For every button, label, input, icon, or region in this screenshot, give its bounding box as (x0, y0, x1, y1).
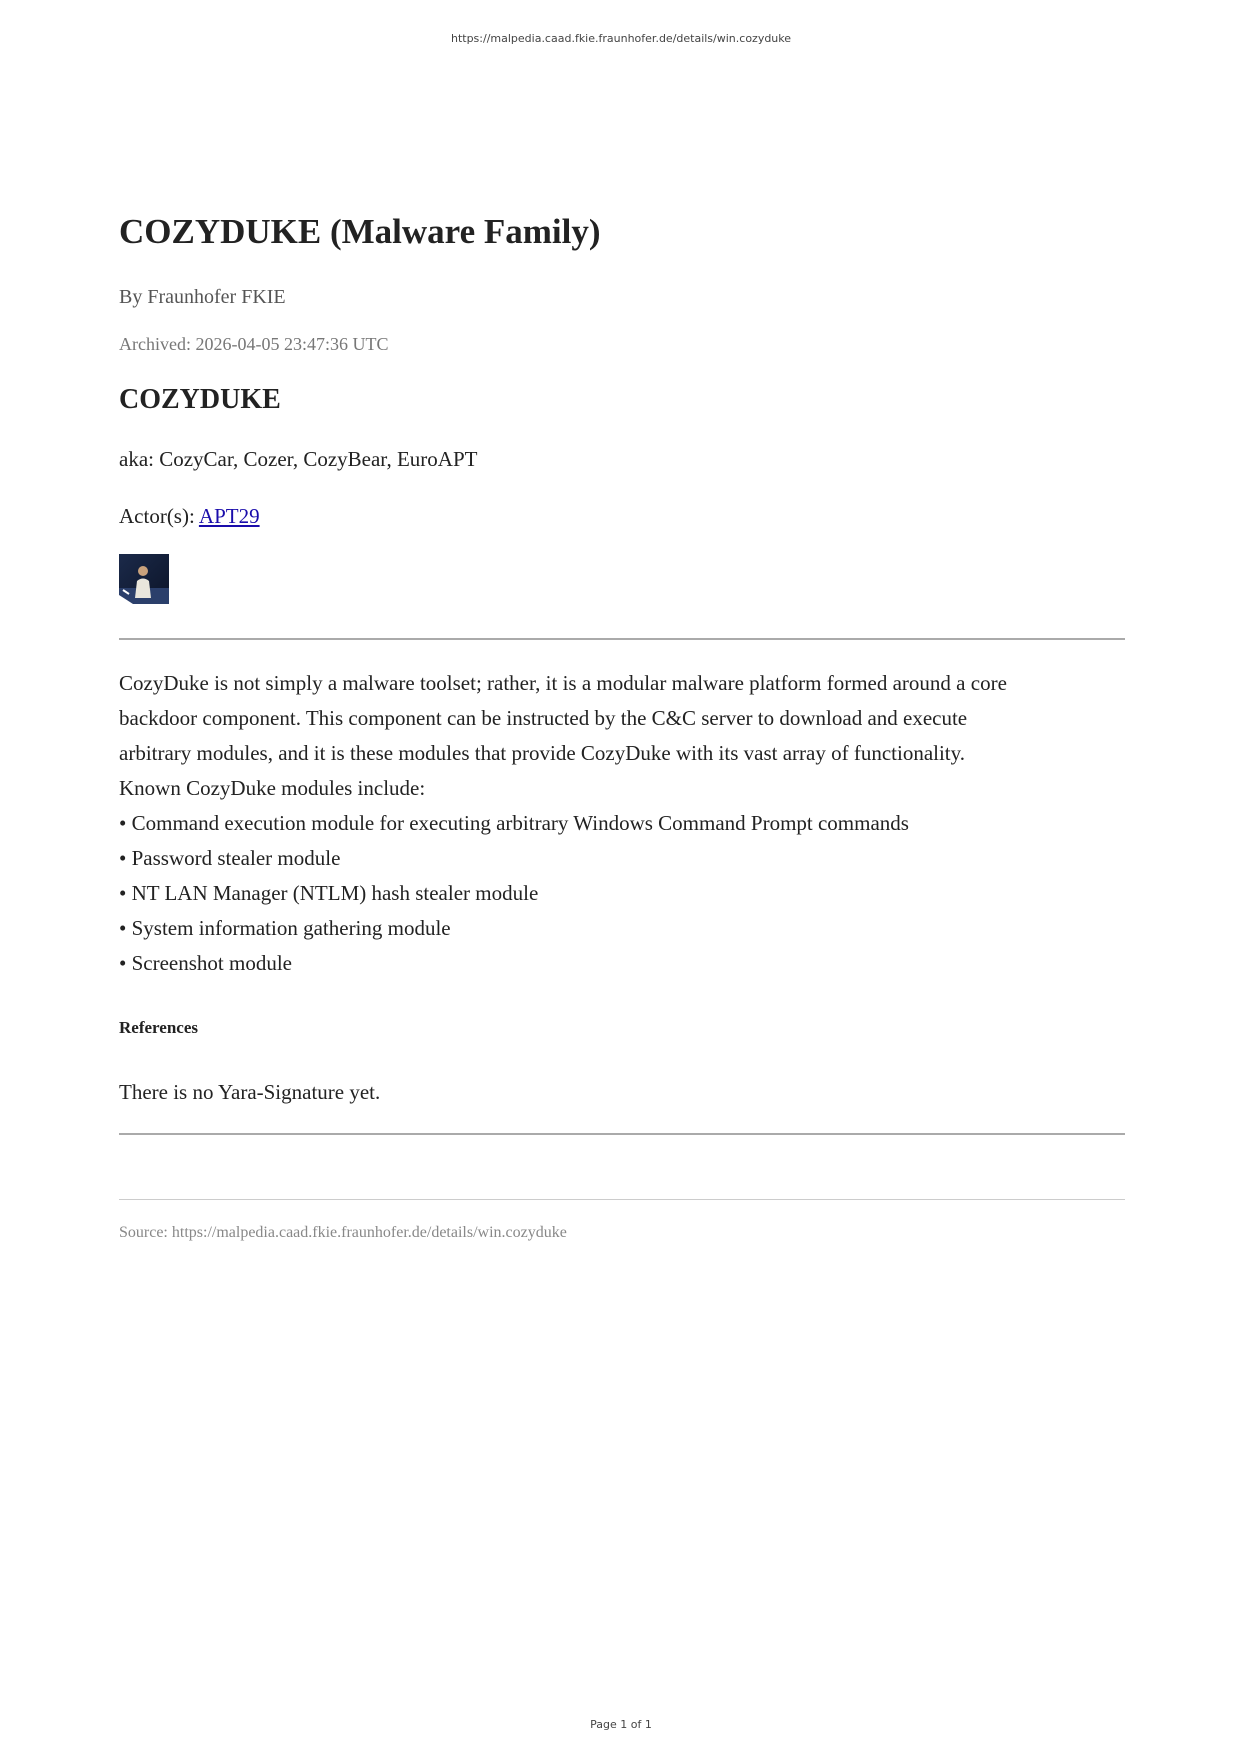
module-list-item: • System information gathering module (119, 916, 451, 940)
module-list-item: • Password stealer module (119, 846, 341, 870)
source-url: Source: https://malpedia.caad.fkie.fraunhofer.de/details/win.cozyduke (119, 1224, 567, 1241)
divider (119, 1133, 1125, 1135)
aka-line: aka: CozyCar, Cozer, CozyBear, EuroAPT (119, 447, 478, 471)
malware-description: CozyDuke is not simply a malware toolset; rather, it is a modular malware platform formed around a core backdoor component. This component can be instructed by the C&C server to download and execute arbitrary modules, and it is these modules that provide CozyDuke with its vast array of functionality. Known CozyDuke modules include: (119, 671, 1007, 800)
references-heading: References (119, 1018, 198, 1037)
page-header-url: https://malpedia.caad.fkie.fraunhofer.de/details/win.cozyduke (450, 32, 792, 45)
byline: By Fraunhofer FKIE (119, 286, 286, 308)
module-list-item: • Command execution module for executing arbitrary Windows Command Prompt commands (119, 811, 909, 835)
malware-name-heading: COZYDUKE (119, 384, 281, 415)
page-number: Page 1 of 1 (590, 1718, 652, 1731)
actors-line (119, 502, 1125, 530)
article (119, 210, 1125, 1244)
actor-link-apt29[interactable]: APT29 (198, 504, 260, 528)
divider (119, 638, 1125, 640)
actor-thumbnail-image[interactable] (119, 554, 169, 604)
module-list (119, 806, 1125, 981)
actors-label: Actor(s): (119, 504, 199, 528)
module-list-item: • Screenshot module (119, 951, 292, 975)
archived-timestamp: Archived: 2026-04-05 23:47:36 UTC (119, 334, 389, 354)
yara-status: There is no Yara-Signature yet. (119, 1080, 381, 1104)
actor-thumbnail-picture (119, 554, 169, 604)
module-list-item: • NT LAN Manager (NTLM) hash stealer module (119, 881, 539, 905)
source-divider (119, 1199, 1125, 1200)
page-title: COZYDUKE (Malware Family) (119, 212, 601, 251)
